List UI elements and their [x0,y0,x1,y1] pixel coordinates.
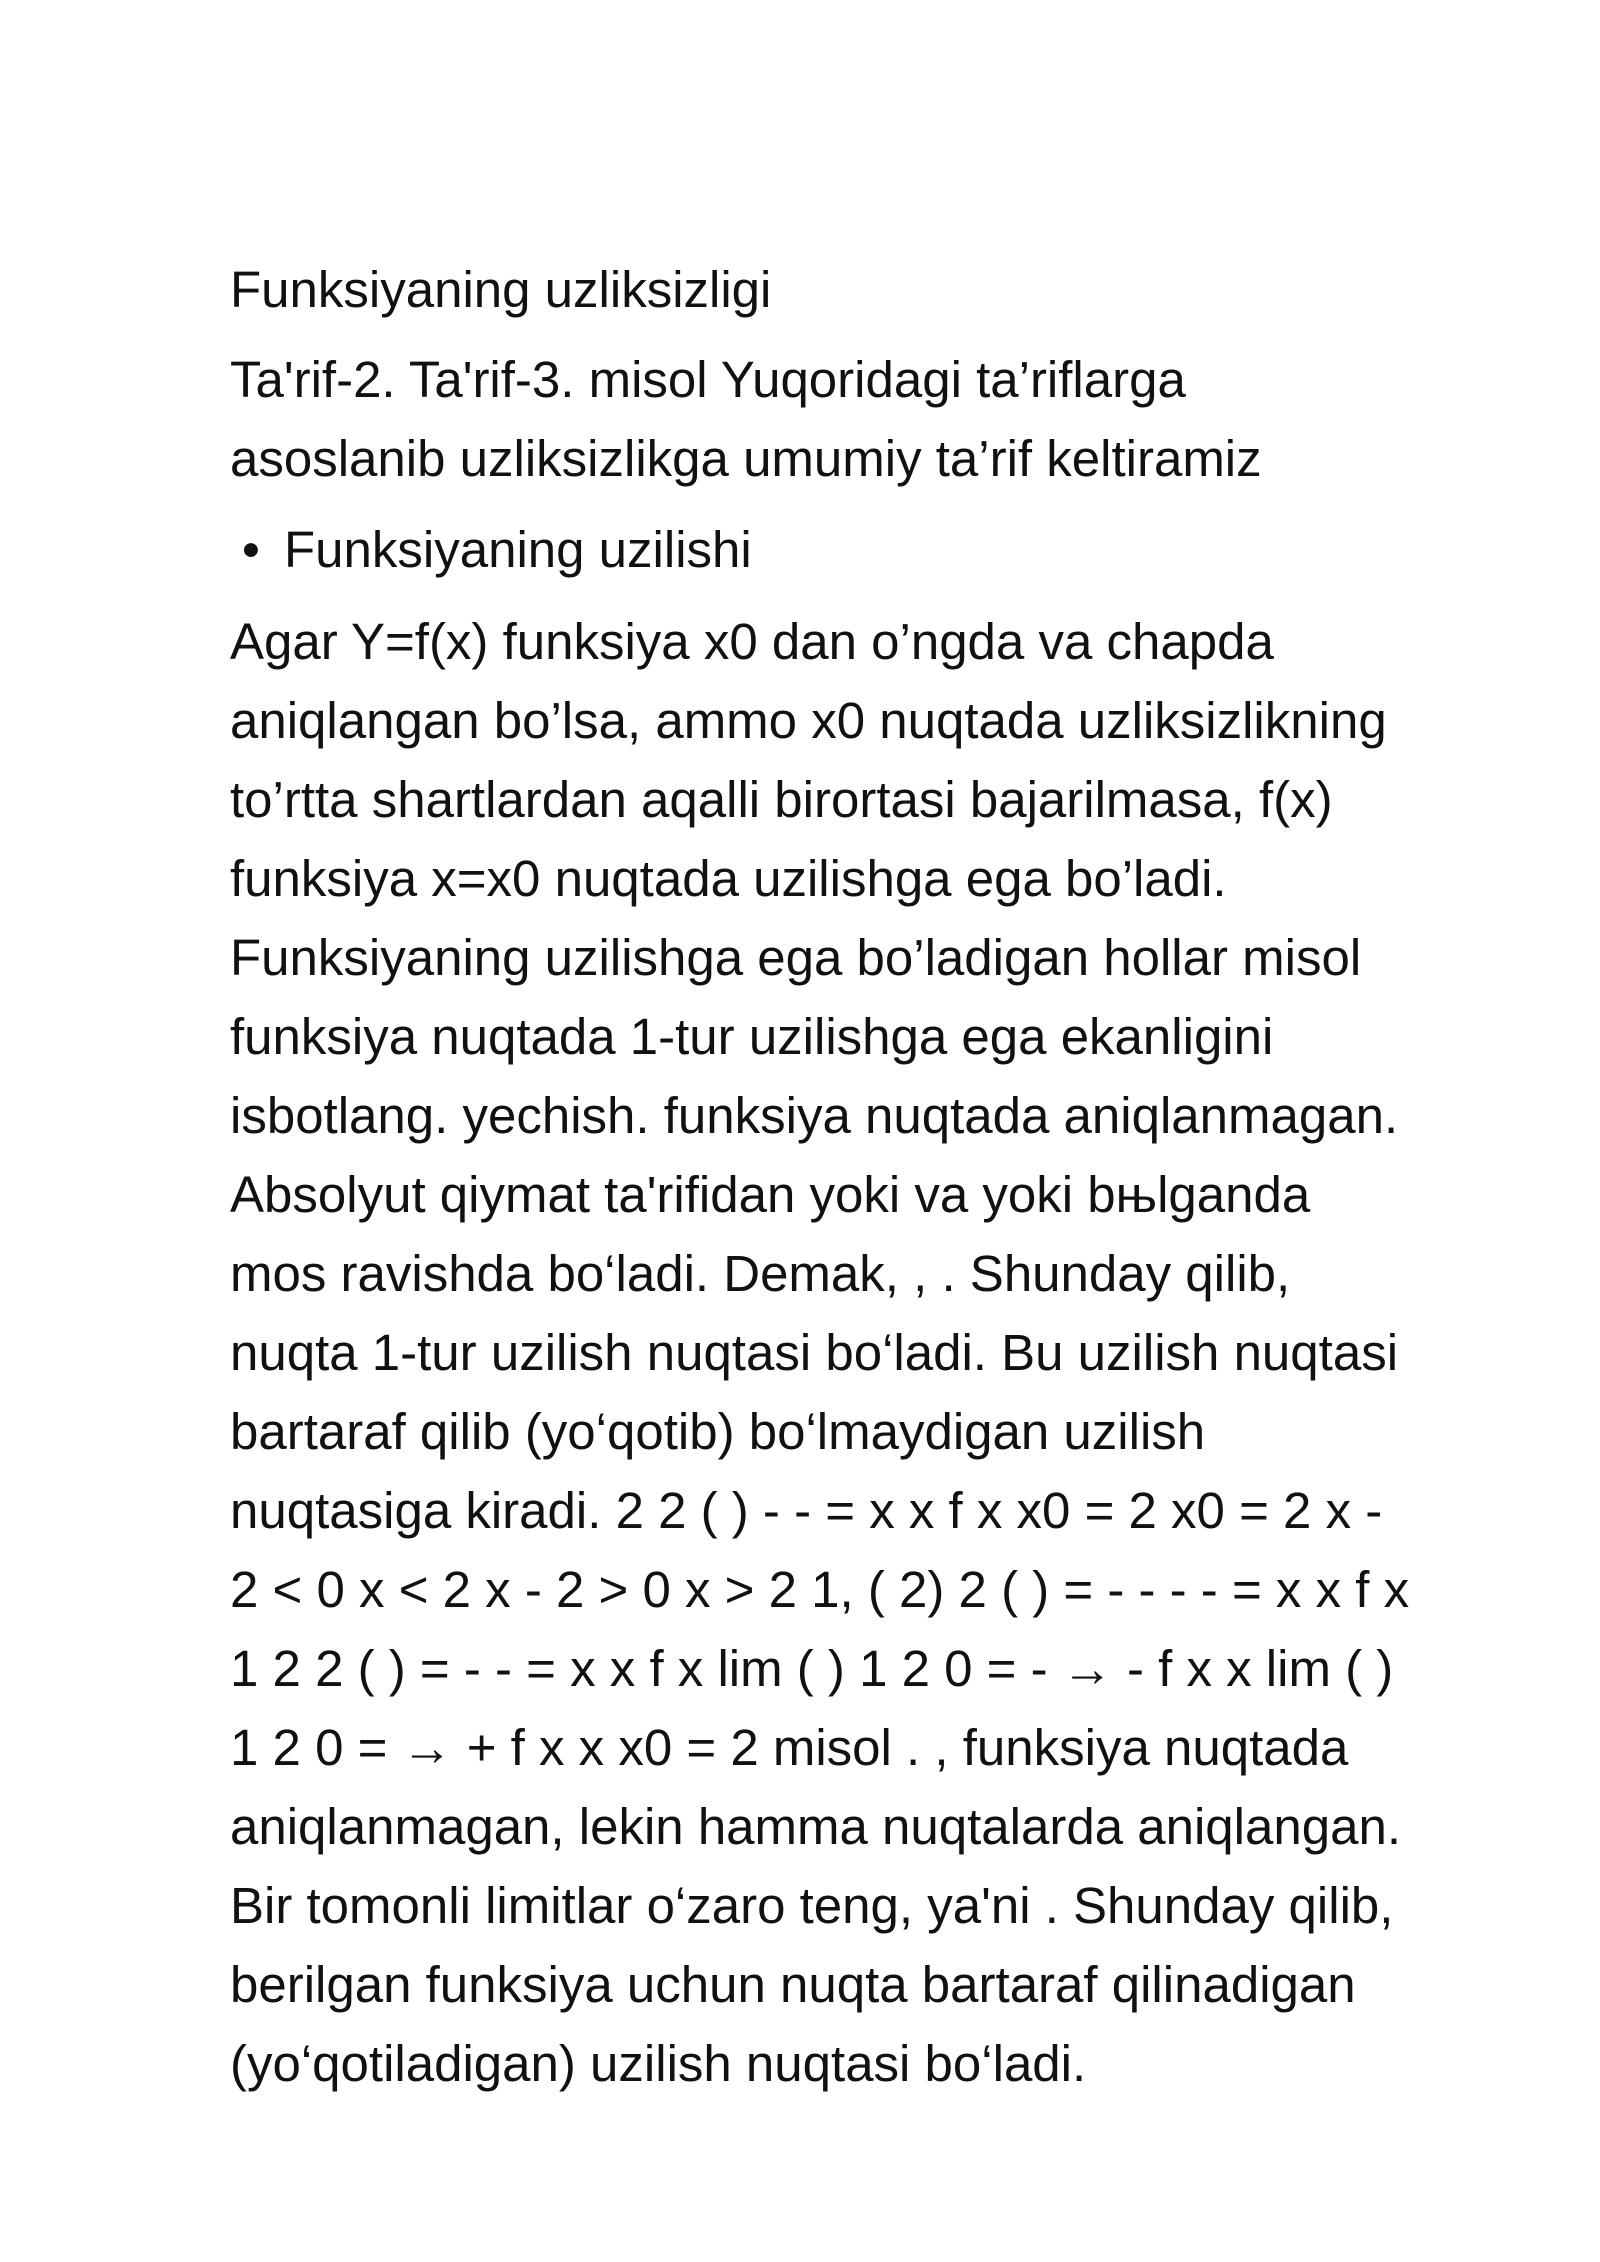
body-line: (yo‘qotiladigan) uzilish nuqtasi bo‘ladi. [230,2035,1087,2092]
body-line: funksiya x=x0 nuqtada uzilishga ega bo’ladi. [230,850,1227,907]
body-line: Absolyut qiymat ta'rifidan yoki va yoki bњlganda [230,1166,1311,1223]
body-line: aniqlangan bo’lsa, ammo x0 nuqtada uzliksizlikning [230,692,1387,749]
intro-line: Ta'rif-2. Ta'rif-3. misol Yuqoridagi ta’riflarga [230,351,1186,408]
document-page [230,250,1530,2103]
body-line: to’rtta shartlardan aqalli birortasi bajarilmasa, f(x) [230,771,1333,828]
bullet-item [242,510,1530,590]
body-line: aniqlanmagan, lekin hamma nuqtalarda aniqlangan. [230,1798,1401,1855]
body-line: Bir tomonli limitlar o‘zaro teng, ya'ni . Shunday qilib, [230,1877,1394,1934]
body-paragraph [230,602,1530,2103]
body-line: Agar Y=f(x) funksiya x0 dan o’ngda va chapda [230,613,1274,670]
document-title: Funksiyaning uzliksizligi [230,261,772,318]
body-line: funksiya nuqtada 1-tur uzilishga ega ekanligini [230,1008,1274,1065]
intro-line: asoslanib uzliksizlikga umumiy ta’rif keltiramiz [230,430,1262,487]
body-line: 1 2 0 = → + f x x x0 = 2 misol . , funksiya nuqtada [230,1719,1349,1776]
body-line: mos ravishda bo‘ladi. Demak, , . Shunday qilib, [230,1245,1291,1302]
body-line: nuqtasiga kiradi. 2 2 ( ) - - = x x f x x0 = 2 x0 = 2 x - [230,1482,1383,1539]
intro-paragraph [230,340,1530,498]
body-line: nuqta 1-tur uzilish nuqtasi bo‘ladi. Bu uzilish nuqtasi [230,1324,1399,1381]
body-line: 2 < 0 x < 2 x - 2 > 0 x > 2 1, ( 2) 2 ( ) = - - - - = x x f x [230,1561,1410,1618]
body-line: Funksiyaning uzilishga ega bo’ladigan hollar misol [230,929,1362,986]
bullet-icon: • [242,521,260,578]
bullet-text: Funksiyaning uzilishi [284,521,752,578]
body-line: 1 2 2 ( ) = - - = x x f x lim ( ) 1 2 0 = - → - f x x lim ( ) [230,1640,1394,1697]
body-line: bartaraf qilib (yo‘qotib) bo‘lmaydigan uzilish [230,1403,1206,1460]
body-line: isbotlang. yechish. funksiya nuqtada aniqlanmagan. [230,1087,1399,1144]
body-line: berilgan funksiya uchun nuqta bartaraf qilinadigan [230,1956,1356,2013]
